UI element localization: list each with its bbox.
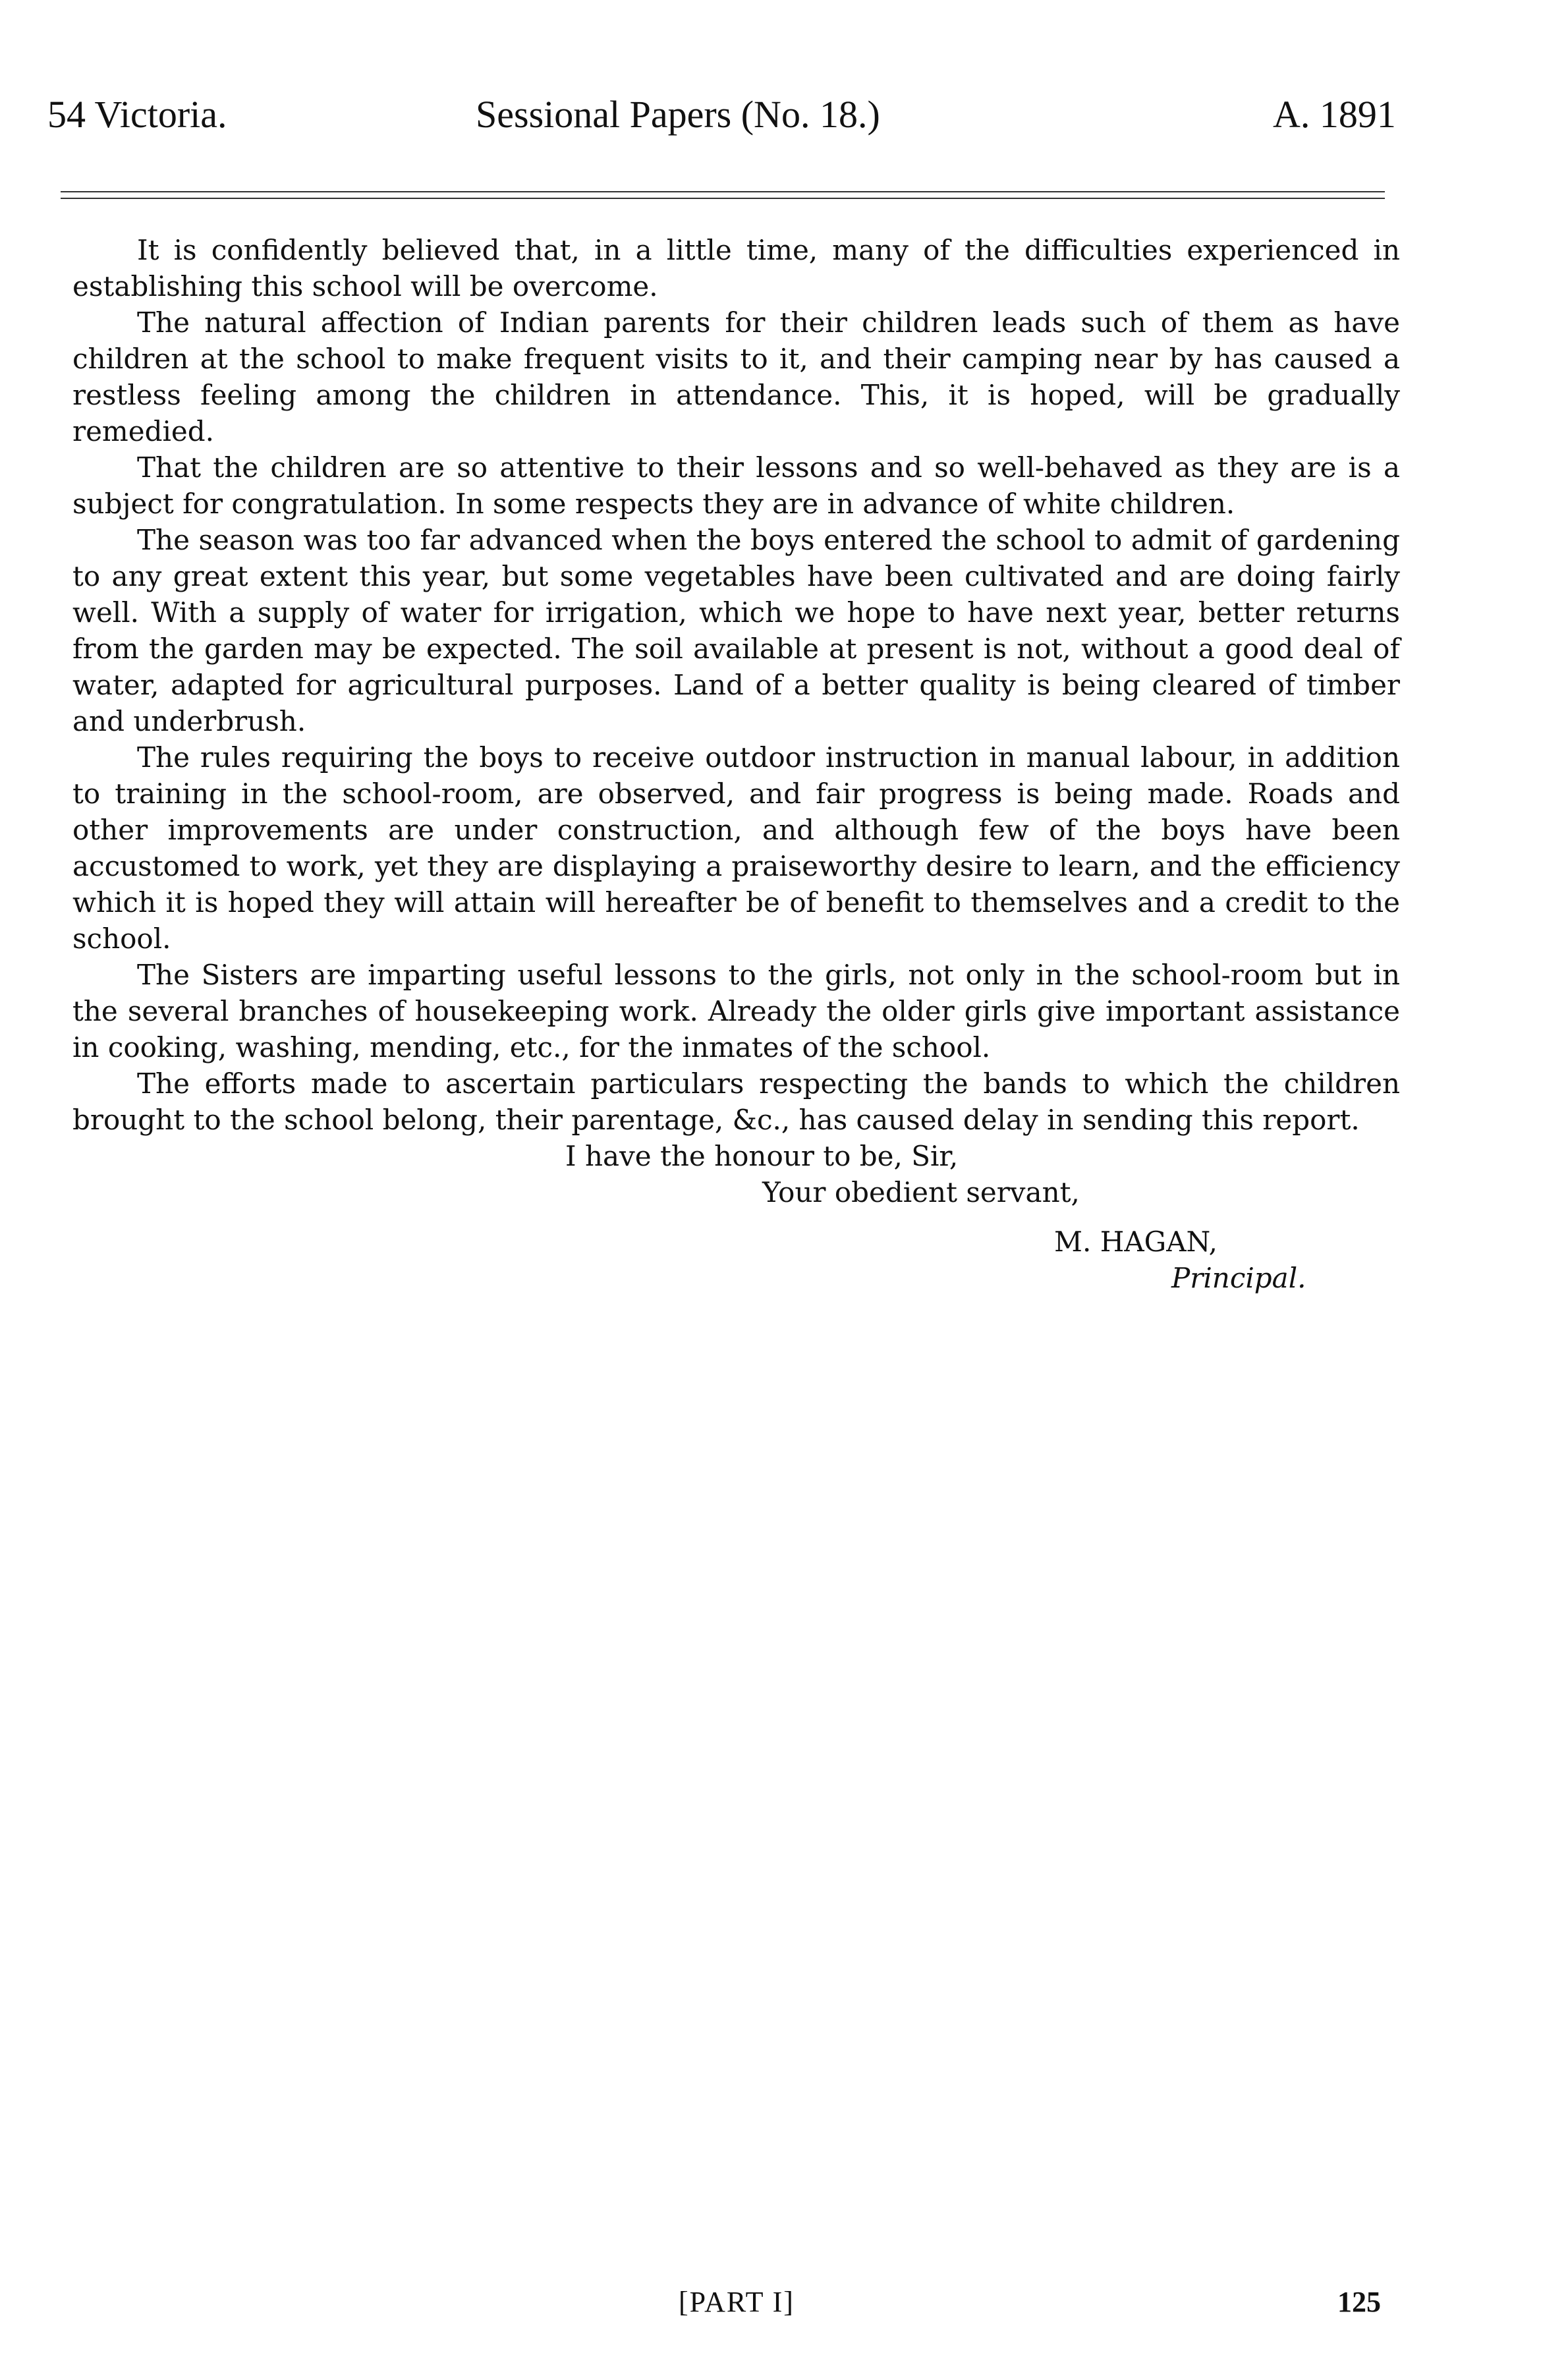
header-session: 54 Victoria. bbox=[47, 93, 227, 136]
header-year: A. 1891 bbox=[1273, 93, 1396, 136]
page-footer bbox=[0, 2285, 1568, 2331]
paragraph-delay: The efforts made to ascertain particulars respecting the bands to which the children brought to the school belong, their parentage, &c., has caused delay in sending this report. bbox=[72, 1067, 1400, 1136]
paragraph-attentive: That the children are so attentive to their lessons and so well-behaved as they are is a subject for congratulation. In some respects they are in advance of white children. bbox=[72, 451, 1400, 520]
paragraph-parents: The natural affection of Indian parents for their children leads such of them as have children at the school to make frequent visits to it, and their camping near by has caused a restless feeling among the children in attendance. This, it is hoped, will be gradually remedied. bbox=[72, 306, 1400, 447]
footer-part-label: [PART I] bbox=[679, 2286, 795, 2318]
closing-block bbox=[72, 1138, 1400, 1294]
closing-servant: Your obedient servant, bbox=[762, 1176, 1080, 1208]
header-rule-top bbox=[61, 191, 1385, 192]
paragraph-sisters: The Sisters are imparting useful lessons to the girls, not only in the school-room but in the several branches of housekeeping work. Already the older girls give important assistance in cooking, washing, mending, etc., for the inmates of the school. bbox=[72, 959, 1400, 1063]
running-head bbox=[47, 92, 1396, 145]
paragraph-labour: The rules requiring the boys to receive outdoor instruction in manual labour, in addition to training in the school-room, are observed, and fair progress is being made. Roads and other improvements are under construction, and although few of the boys have been accustomed to work, yet they are displaying a praiseworthy desire to learn, and the efficiency which it is hoped they will attain will hereafter be of benefit to themselves and a credit to the school. bbox=[72, 741, 1400, 955]
header-rule-bottom bbox=[61, 198, 1385, 199]
paragraph-gardening: The season was too far advanced when the boys entered the school to admit of gardening to any great extent this year, but some vegetables have been cultivated and are doing fairly well. With a supply of water for irrigation, which we hope to have next year, better returns from the garden may be expected. The soil available at present is not, without a good deal of water, adapted for agricultural purposes. Land of a better quality is being cleared of timber and underbrush. bbox=[72, 524, 1400, 737]
closing-honour: I have the honour to be, Sir, bbox=[565, 1140, 959, 1172]
header-title: Sessional Papers (No. 18.) bbox=[476, 93, 880, 136]
report-body bbox=[72, 232, 1400, 1294]
signatory-title: Principal. bbox=[1171, 1262, 1306, 1294]
signatory-name: M. HAGAN, bbox=[1054, 1226, 1218, 1258]
page-number: 125 bbox=[1337, 2286, 1381, 2318]
paragraph-difficulties: It is confidently believed that, in a little time, many of the difficulties experienced in establishing this school will be overcome. bbox=[72, 234, 1400, 302]
